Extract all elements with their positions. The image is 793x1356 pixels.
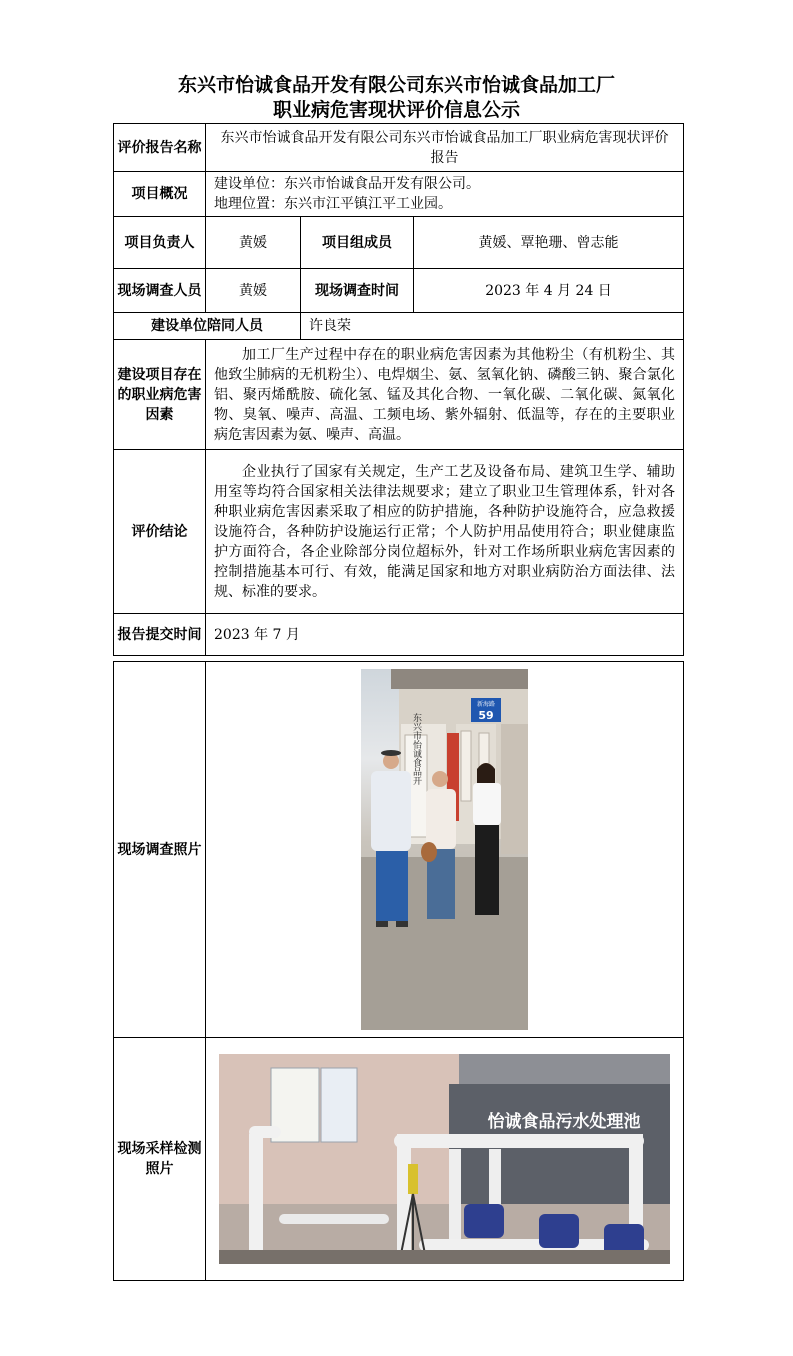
survey-photo-image: [361, 669, 528, 1030]
overview-line1: 建设单位：东兴市怡诚食品开发有限公司。: [214, 176, 480, 192]
row-hazards: [114, 340, 684, 450]
row-submit: [114, 614, 684, 656]
survey-time-label: 现场调查时间: [301, 269, 414, 313]
accompany-label: 建设单位陪同人员: [114, 313, 301, 340]
conclusion-label: 评价结论: [114, 450, 206, 614]
sampling-photo-label: 现场采样检测照片: [114, 1038, 206, 1281]
photo-overlay-text: 怡诚食品污水处理池: [487, 1112, 641, 1132]
overview-label: 项目概况: [114, 172, 206, 217]
sampling-photo: [219, 1054, 670, 1264]
row-sampling-photo: [114, 1038, 684, 1281]
document-title-line2: 职业病危害现状评价信息公示: [272, 99, 520, 121]
accompany-value: 许良荣: [301, 313, 684, 340]
row-accompany: [114, 313, 684, 340]
row-survey-photo: [114, 662, 684, 1038]
conclusion-value: 企业执行了国家有关规定，生产工艺及设备布局、建筑卫生学、辅助用室等均符合国家相关法律法规要求；建立了职业卫生管理体系，针对各种职业病危害因素采取了相应的防护措施，各种防护设施符合，应急救援设施符合，各种防护设施运行正常；个人防护用品使用符合；职业健康监护方面符合，各企业除部分岗位超标外，针对工作场所职业病危害因素的控制措施基本可行、有效，能满足国家和地方对职业病防治方面法律、法规、标准的要求。: [206, 450, 684, 614]
members-value: 黄媛、覃艳珊、曾志能: [414, 217, 684, 269]
members-label: 项目组成员: [301, 217, 414, 269]
submit-label: 报告提交时间: [114, 614, 206, 656]
row-overview: [114, 172, 684, 217]
row-leader: [114, 217, 684, 269]
investigator-label: 现场调查人员: [114, 269, 206, 313]
survey-time-value: 2023 年 4 月 24 日: [414, 269, 684, 313]
submit-value: 2023 年 7 月: [206, 614, 684, 656]
survey-photo-cell: [206, 662, 684, 1038]
hazards-value: 加工厂生产过程中存在的职业病危害因素为其他粉尘（有机粉尘、其他致尘肺病的无机粉尘）、电焊烟尘、氨、氢氧化钠、磷酸三钠、聚合氯化铝、聚丙烯酰胺、硫化氢、锰及其化合物、一氧化碳、二氧化碳、氮氧化物、臭氧、噪声、高温、工频电场、紫外辐射、低温等，存在的主要职业病危害因素为氨、噪声、高温。: [206, 340, 684, 450]
report-name-value: 东兴市怡诚食品开发有限公司东兴市怡诚食品加工厂职业病危害现状评价报告: [206, 124, 684, 172]
row-report-name: [114, 124, 684, 172]
door-plate-street: 新海路: [476, 701, 496, 708]
row-investigator: [114, 269, 684, 313]
hazards-label: 建设项目存在的职业病危害因素: [114, 340, 206, 450]
leader-label: 项目负责人: [114, 217, 206, 269]
row-conclusion: [114, 450, 684, 614]
info-table: [113, 123, 684, 656]
door-plate-number: 59: [478, 709, 494, 722]
overview-value: [206, 172, 684, 217]
gate-sign-text: 东兴市怡诚食品开: [411, 713, 421, 785]
leader-value: 黄媛: [206, 217, 301, 269]
survey-photo: [361, 669, 528, 1030]
overview-line2: 地理位置：东兴市江平镇江平工业园。: [214, 196, 452, 212]
sampling-photo-image: [219, 1054, 670, 1264]
sampling-photo-cell: [206, 1038, 684, 1281]
document-title-line1: 东兴市怡诚食品开发有限公司东兴市怡诚食品加工厂: [177, 74, 615, 96]
investigator-value: 黄媛: [206, 269, 301, 313]
report-name-label: 评价报告名称: [114, 124, 206, 172]
survey-photo-label: 现场调查照片: [114, 662, 206, 1038]
photo-table: [113, 661, 684, 1281]
